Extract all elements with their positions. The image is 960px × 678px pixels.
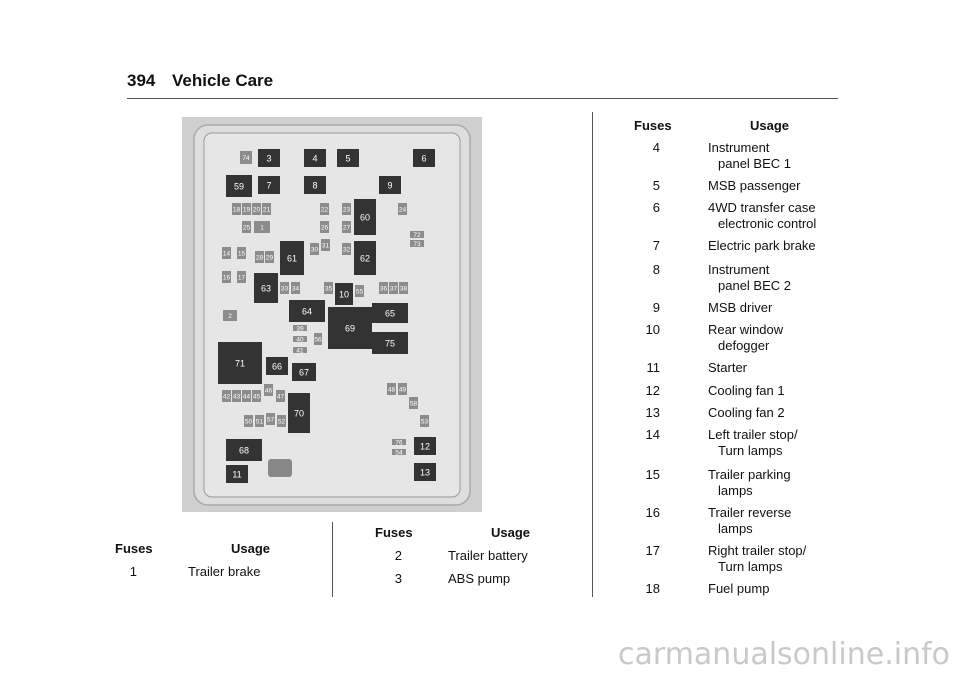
page-number: 394 (127, 71, 156, 90)
fuse-cell-34 (291, 282, 300, 294)
fuse-cell-63 (254, 273, 278, 303)
fuse-usage (708, 140, 791, 172)
fuse-cell-30 (310, 243, 319, 255)
fuse-cell-72 (410, 231, 424, 239)
fuse-cell-label: 18 (232, 206, 241, 214)
middle-header-fuses: Fuses (375, 525, 413, 540)
fuse-cell-label: 59 (233, 181, 245, 192)
divider-left (332, 522, 333, 597)
fuse-cell-15 (237, 247, 246, 259)
fuse-cell-label: 63 (260, 283, 272, 294)
fuse-cell-71 (218, 342, 262, 384)
fuse-cell-label: 49 (398, 386, 407, 394)
fuse-cell-8 (304, 176, 326, 194)
fuse-cell-62 (354, 241, 376, 275)
fuse-cell-45 (252, 390, 261, 402)
fuse-usage-line: Trailer battery (448, 548, 528, 563)
fuse-usage-line: Trailer parking (708, 467, 791, 482)
fuse-cell-label: 64 (301, 306, 313, 317)
fuse-usage (708, 505, 791, 537)
fuse-cell-label: 51 (255, 418, 264, 426)
fuse-cell-9 (379, 176, 401, 194)
fuse-cell-label: 19 (242, 206, 251, 214)
fuse-usage (708, 383, 785, 399)
fuse-cell-label: 32 (342, 246, 351, 254)
fuse-cell-5 (337, 149, 359, 167)
fuse-usage (708, 360, 747, 376)
fuse-cell-label: 11 (232, 469, 242, 480)
fuse-cell-label: 56 (314, 336, 322, 344)
fuse-cell-32 (342, 243, 351, 255)
fuse-cell-label: 52 (277, 418, 286, 426)
fuse-cell-label: 41 (296, 347, 304, 355)
fuse-cell-label: 15 (237, 250, 246, 258)
fuse-cell-61 (280, 241, 304, 275)
fuse-cell-label: 20 (252, 206, 261, 214)
fuse-cell-27 (342, 221, 351, 233)
fuse-cell-label: 13 (419, 467, 431, 478)
fuse-cell-label: 36 (379, 285, 388, 293)
fuse-cell-label: 2 (228, 313, 232, 320)
fuse-cell-23 (342, 203, 351, 215)
fuse-number: 9 (652, 300, 660, 315)
fuse-cell-label: 44 (242, 393, 251, 401)
fuse-cell-label: 71 (234, 358, 246, 369)
fuse-cell-label: 45 (252, 393, 261, 401)
fuse-cell-label: 5 (345, 153, 351, 164)
fuse-usage-line: defogger (718, 338, 770, 353)
fuse-number: 1 (129, 564, 137, 579)
fuse-cell-label: 75 (384, 338, 396, 349)
fuse-cell-label: 10 (338, 289, 350, 300)
fuse-usage (708, 322, 783, 354)
fuse-usage-line: Turn lamps (718, 559, 783, 574)
fuse-cell-label: 31 (321, 242, 330, 250)
left-header-fuses: Fuses (115, 541, 153, 556)
fuse-usage-line: panel BEC 2 (718, 278, 791, 293)
fuse-cell-label: 48 (387, 386, 396, 394)
fuse-usage (708, 581, 769, 597)
fuse-cell-label: 58 (409, 400, 418, 408)
fuse-cell-26 (320, 221, 329, 233)
fuse-number: 16 (645, 505, 660, 520)
fuse-cell-66 (266, 357, 288, 375)
header-rule (127, 98, 838, 99)
fuse-cell-20 (252, 203, 261, 215)
fuse-cell-18 (232, 203, 241, 215)
fuse-cell-label: 67 (298, 367, 310, 378)
fuse-cell-22 (320, 203, 329, 215)
fuse-number: 15 (645, 467, 660, 482)
fuse-cell-31 (321, 239, 330, 251)
fuse-usage-line: Rear window (708, 322, 784, 337)
fuse-cell-label: 4 (312, 153, 318, 164)
fuse-cell-label: 74 (242, 155, 250, 162)
fuse-cell-label: 40 (296, 336, 304, 344)
fuse-cell-label: 54 (395, 449, 403, 457)
fuse-usage-line: panel BEC 1 (718, 156, 791, 171)
fuse-cell-label: 69 (344, 323, 356, 334)
fuse-cell-24 (398, 203, 407, 215)
fuse-usage (708, 262, 791, 294)
fuse-cell-label: 70 (293, 408, 305, 419)
fuse-usage-line: Fuel pump (708, 581, 770, 596)
fuse-cell-label: 21 (262, 206, 271, 214)
fuse-cell-51 (255, 415, 264, 427)
fuse-cell-37 (389, 282, 398, 294)
fuse-cell-label: 37 (389, 285, 398, 293)
fuse-cell-label: 61 (286, 253, 298, 264)
fuse-cell-label: 7 (266, 180, 272, 191)
fuse-cell-17 (237, 271, 246, 283)
fuse-usage (708, 238, 816, 254)
fuse-cell-label: 27 (342, 224, 351, 232)
fuse-usage (708, 200, 816, 232)
fuse-cell-label: 30 (310, 246, 319, 254)
fuse-cell-75 (372, 332, 408, 354)
fuse-usage (448, 571, 510, 587)
fuse-cell-42 (222, 390, 231, 402)
fuse-cell-label: 53 (420, 418, 429, 426)
fuse-usage-line: 4WD transfer case (708, 200, 816, 215)
fuse-cell-label: 22 (320, 206, 329, 214)
fuse-cell-47 (276, 390, 285, 402)
fuse-cell-label: 42 (222, 393, 231, 401)
fuse-cell-35 (324, 282, 333, 294)
fuse-cell-label: 33 (280, 285, 289, 293)
fuse-number: 2 (394, 548, 402, 563)
fuse-cell-label: 68 (238, 445, 250, 456)
fuse-cell-58 (409, 397, 418, 409)
fuse-usage-line: Right trailer stop/ (708, 543, 807, 558)
fuse-cell-label: 57 (266, 416, 275, 424)
fuse-cell-28 (255, 251, 264, 263)
fuse-cell-59 (226, 175, 252, 197)
watermark: carmanualsonline.info (618, 637, 950, 672)
fuse-cell-label: 47 (276, 393, 285, 401)
fuse-cell-label: 17 (237, 274, 246, 282)
fuse-cell-label: 9 (387, 180, 393, 191)
fuse-usage-line: MSB passenger (708, 178, 801, 193)
fuse-cell-label: 28 (255, 254, 264, 262)
fuse-number: 18 (645, 581, 660, 596)
fuse-number: 14 (645, 427, 660, 442)
fuse-cell-60 (354, 199, 376, 235)
fuse-number: 17 (645, 543, 660, 558)
fuse-cell-53 (420, 415, 429, 427)
fuse-cell-label: 25 (242, 224, 251, 232)
fuse-cell-11 (226, 465, 248, 483)
fuse-usage-line: ABS pump (448, 571, 511, 586)
fuse-usage-line: MSB driver (708, 300, 773, 315)
middle-header-usage: Usage (491, 525, 531, 540)
fuse-cell-label: 50 (244, 418, 253, 426)
fuse-cell-label: 35 (324, 285, 333, 293)
fuse-cell-label: 60 (359, 212, 371, 223)
fuse-cell-label: 8 (312, 180, 318, 191)
fuse-cell-38 (399, 282, 408, 294)
fuse-number: 11 (646, 360, 660, 375)
fuse-usage-line: electronic control (718, 216, 817, 231)
fuse-usage-line: Left trailer stop/ (708, 427, 798, 442)
page-title: Vehicle Care (172, 71, 274, 90)
fuse-usage-line: Electric park brake (708, 238, 816, 253)
fuse-cell-label: 38 (399, 285, 408, 293)
fuse-usage (708, 427, 798, 459)
divider-right (592, 112, 593, 597)
fuse-number: 12 (645, 383, 660, 398)
fuse-cell-label: 65 (384, 308, 396, 319)
fuse-usage (708, 543, 806, 575)
fuse-cell-label: 16 (222, 274, 231, 282)
fuse-cell-69 (328, 307, 372, 349)
fuse-cell-33 (280, 282, 289, 294)
fuse-usage (188, 564, 260, 580)
fuse-cell-16 (222, 271, 231, 283)
fuse-number: 13 (645, 405, 660, 420)
fuse-cell-64 (289, 300, 325, 322)
fuse-cell-43 (232, 390, 241, 402)
fuse-number: 10 (645, 322, 660, 337)
fuse-cell-label: 72 (413, 232, 421, 239)
fuse-usage (708, 467, 791, 499)
fuse-cell-25 (242, 221, 251, 233)
fuse-number: 4 (652, 140, 660, 155)
right-header-usage: Usage (750, 118, 790, 133)
fuse-cell-74 (240, 151, 252, 164)
fuse-cell-44 (242, 390, 251, 402)
fuse-cell-46 (264, 384, 273, 396)
fuse-cell-label: 14 (222, 250, 231, 258)
fuse-number: 5 (652, 178, 660, 193)
left-header-usage: Usage (231, 541, 271, 556)
fuse-usage-line: Instrument (708, 262, 770, 277)
fuse-cell-14 (222, 247, 231, 259)
fuse-cell-label: 26 (320, 224, 329, 232)
fuse-cell-label: 76 (395, 439, 403, 447)
fuse-cell-70 (288, 393, 310, 433)
fuse-cell-50 (244, 415, 253, 427)
fuse-cell-label: 62 (359, 253, 371, 264)
fuse-cell-7 (258, 176, 280, 194)
fuse-usage-line: lamps (718, 483, 753, 498)
fuse-cell-label: 55 (355, 288, 364, 296)
fuse-cell-label: 12 (419, 441, 431, 452)
fuse-cell-49 (398, 383, 407, 395)
fuse-cell-55 (355, 285, 364, 297)
fuse-cell-73 (410, 240, 424, 248)
fuse-usage-line: Trailer brake (188, 564, 261, 579)
fuse-cell-2 (223, 310, 237, 321)
fuse-usage-line: Starter (708, 360, 748, 375)
fuse-cell-label: 73 (413, 241, 421, 248)
fuse-cell-label: 3 (266, 153, 272, 164)
fuse-number: 6 (652, 200, 660, 215)
fuse-usage (708, 405, 785, 421)
fuse-cell-1 (254, 221, 270, 233)
fuse-usage (708, 178, 801, 194)
fuse-cell-label: 39 (296, 325, 304, 333)
fuse-cell-label: 24 (398, 206, 407, 214)
fuse-usage-line: Cooling fan 2 (708, 405, 785, 420)
fuse-usage (708, 300, 772, 316)
fuse-cell-label: 1 (260, 224, 264, 232)
fuse-cell-67 (292, 363, 316, 381)
fuse-cell-68 (226, 439, 262, 461)
fuse-cell-12 (414, 437, 436, 455)
fuse-usage-line: lamps (718, 521, 753, 536)
fuse-cell-65 (372, 303, 408, 323)
fuse-cell-label: 66 (271, 361, 283, 372)
fuse-usage-line: Cooling fan 1 (708, 383, 785, 398)
mini-fuse-block (268, 459, 292, 477)
fuse-cell-36 (379, 282, 388, 294)
fuse-number: 8 (652, 262, 660, 277)
fuse-cell-19 (242, 203, 251, 215)
fuse-usage-line: Turn lamps (718, 443, 783, 458)
fuse-usage-line: Trailer reverse (708, 505, 792, 520)
fuse-cell-57 (266, 413, 275, 425)
fuse-cell-label: 46 (264, 387, 273, 395)
fuse-cell-56 (314, 333, 322, 345)
fuse-block-diagram (182, 117, 482, 512)
fuse-cell-label: 6 (421, 153, 427, 164)
fuse-cell-4 (304, 149, 326, 167)
fuse-cell-13 (414, 463, 436, 481)
fuse-cell-label: 29 (265, 254, 274, 262)
fuse-cell-label: 43 (232, 393, 241, 401)
fuse-number: 7 (652, 238, 660, 253)
fuse-cell-48 (387, 383, 396, 395)
fuse-usage-line: Instrument (708, 140, 770, 155)
fuse-cell-label: 34 (291, 285, 300, 293)
fuse-cell-52 (277, 415, 286, 427)
right-header-fuses: Fuses (634, 118, 672, 133)
fuse-cell-29 (265, 251, 274, 263)
fuse-cell-10 (335, 283, 353, 305)
fuse-usage (448, 548, 528, 564)
fuse-cell-label: 23 (342, 206, 351, 214)
fuse-cell-6 (413, 149, 435, 167)
fuse-cell-21 (262, 203, 271, 215)
fuse-cell-3 (258, 149, 280, 167)
fuse-number: 3 (394, 571, 402, 586)
